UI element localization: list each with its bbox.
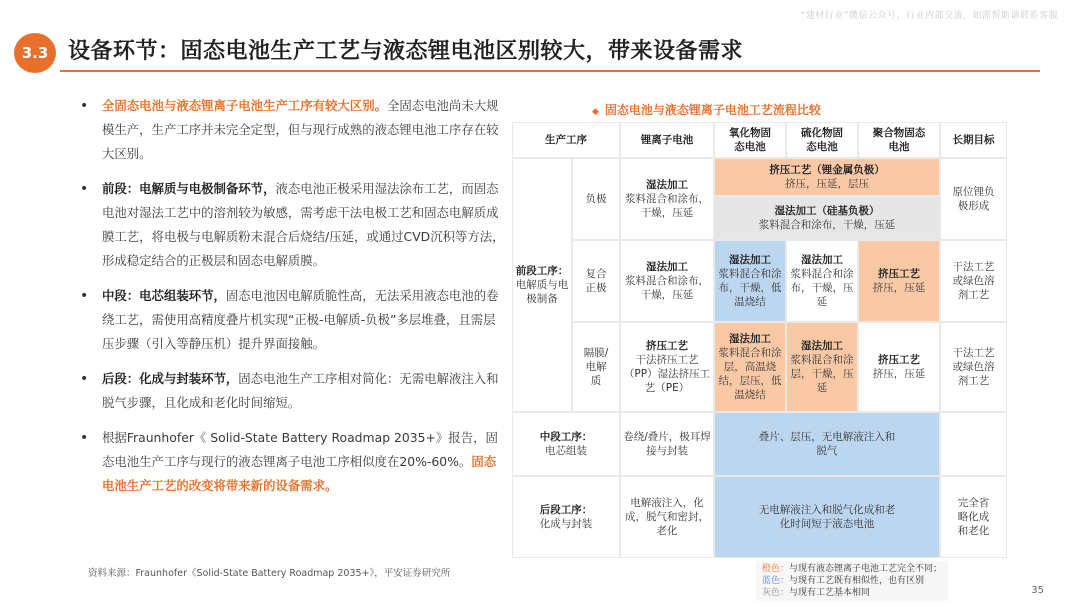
front-stage-sub: 电解质与电极制备: [515, 279, 569, 305]
back-stage-title: 后段工序：: [539, 504, 593, 516]
cell-title: 湿法加工（硅基负极）: [774, 205, 880, 217]
cell-body: 浆料混合和涂层，高温烧结，层压，低温烧结: [718, 347, 782, 401]
bullet-list: [76, 94, 506, 509]
cell-body: 挤压，压延，层压: [785, 178, 869, 190]
cathode-li-cell: [620, 240, 714, 322]
bullet-lead: 后段：化成与封装环节，: [102, 371, 239, 386]
header-cell: 硫化物固态电池: [786, 122, 858, 158]
cell-title: 挤压工艺（锂金属负极）: [769, 164, 885, 176]
legend-text: 与现有工艺既有相似性，也有区别: [789, 576, 925, 586]
bullet-lead: 前段：电解质与电极制备环节，: [102, 181, 276, 196]
bullet-item: [76, 94, 506, 166]
legend-item: [762, 587, 942, 599]
back-stage-label: [512, 476, 620, 558]
bullet-item: [76, 367, 506, 415]
separator-goal-cell: 干法工艺或绿色溶剂工艺: [940, 322, 1007, 412]
header-cell: 生产工序: [512, 122, 620, 158]
cell-body: 挤压，压延: [872, 282, 926, 294]
row-label-separator: 隔膜/电解质: [572, 322, 620, 412]
bullet-text: 全固态电池尚未大规模生产，生产工序并未完全定型，但与现行成熟的液态锂电池工序存在较大区别。: [102, 98, 499, 161]
cell-title: 湿法加工: [729, 254, 771, 266]
front-stage-title: 前段工序：: [515, 265, 569, 277]
legend-item: [762, 563, 942, 575]
cell-body: 浆料混合和涂布，干燥，低温烧结: [718, 268, 782, 308]
header-cell: 聚合物固态电池: [858, 122, 940, 158]
bullet-highlight: 固态电池生产工艺的改变将带来新的设备需求。: [102, 454, 497, 493]
legend-text: 与现有液态锂离子电池工艺完全不同；: [789, 564, 943, 574]
cell-body: 挤压，压延: [872, 368, 926, 380]
separator-oxide-cell: [714, 322, 786, 412]
bullet-item: [76, 284, 506, 356]
cell-title: 湿法加工: [646, 179, 688, 191]
cell-title: 挤压工艺: [878, 354, 920, 366]
legend-key: 橙色：: [762, 564, 790, 574]
color-legend: [756, 561, 948, 601]
cell-body: 浆料混合和涂布，干燥，压延: [625, 193, 709, 219]
bullet-text: 固态电池因电解质脆性高，无法采用液态电池的卷绕工艺，需使用高精度叠片机实现“正极-电解质-负极”多层堆叠，且需层压步骤（引入等静压机）提升界面接触。: [102, 288, 499, 351]
front-stage-label: [512, 158, 572, 412]
separator-polymer-cell: [858, 322, 940, 412]
watermark: “建材行业”微信公众号，行业内部交流，如需帮助请联系客服: [800, 11, 1058, 21]
back-solid-state-cell: 无电解液注入和脱气化成和老化时间短于液态电池: [714, 476, 940, 558]
mid-goal-cell: [940, 412, 1007, 476]
process-comparison-table: [512, 122, 1007, 558]
bullet-text: 根据Fraunhofer《 Solid-State Battery Roadmap 2035+》报告，固态电池生产工序与现行的液态锂离子电池工序相似度在20%-60%。: [102, 430, 498, 469]
anode-li-cell: [620, 158, 714, 240]
source-note: 资料来源：Fraunhofer《Solid-State Battery Roadmap 2035+》，平安证券研究所: [88, 568, 451, 579]
cell-body: 干法挤压工艺（PP）湿法挤压工艺（PE）: [623, 354, 711, 394]
row-label-anode: 负极: [572, 158, 620, 240]
back-li-cell: 电解液注入，化成，脱气和密封，老化: [620, 476, 714, 558]
separator-li-cell: [620, 322, 714, 412]
cell-title: 湿法加工: [801, 340, 843, 352]
cell-body: 浆料混合和涂布，干燥，压延: [625, 275, 709, 301]
cell-title: 挤压工艺: [646, 340, 688, 352]
section-number-badge: 3.3: [14, 33, 56, 73]
bullet-lead: 全固态电池与液态锂离子电池生产工序有较大区别。: [102, 98, 387, 113]
legend-key: 蓝色：: [762, 576, 790, 586]
legend-item: [762, 575, 942, 587]
bullet-text: 固态电池生产工序相对简化：无需电解液注入和脱气步骤，且化成和老化时间缩短。: [102, 371, 499, 410]
mid-stage-label: [512, 412, 620, 476]
cathode-oxide-cell: [714, 240, 786, 322]
legend-key: 灰色：: [762, 588, 790, 598]
mid-li-cell: 卷绕/叠片，极耳焊接与封装: [620, 412, 714, 476]
anode-wet-cell: [714, 196, 940, 240]
cell-title: 挤压工艺: [878, 268, 920, 280]
cell-body: 浆料混合和涂层，干燥，压延: [790, 354, 854, 394]
anode-extrusion-cell: [714, 158, 940, 196]
mid-solid-state-cell: 叠片、层压，无电解液注入和脱气: [714, 412, 940, 476]
header-cell: 锂离子电池: [620, 122, 714, 158]
cathode-sulfide-cell: [786, 240, 858, 322]
table-title: [592, 101, 821, 118]
row-label-cathode: 复合正极: [572, 240, 620, 322]
page-number: 35: [1031, 585, 1044, 596]
bullet-item: [76, 177, 506, 273]
cell-title: 湿法加工: [729, 333, 771, 345]
mid-stage-title: 中段工序：: [539, 431, 593, 443]
cell-body: 浆料混合和涂布，干燥，压延: [758, 219, 896, 231]
back-stage-sub: 化成与封装: [539, 518, 593, 530]
cell-title: 湿法加工: [801, 254, 843, 266]
bullet-text: 液态电池正极采用湿法涂布工艺，而固态电池对湿法工艺中的溶剂较为敏感，需考虑干法电极工艺和固态电解质成膜工艺，将电极与电解质粉末混合后烧结/压延，或通过CVD沉积等方法，形成稳定结合的正极层和固态电解质膜。: [102, 181, 505, 268]
diamond-icon: ◆: [592, 107, 599, 117]
header-cell: 氧化物固态电池: [714, 122, 786, 158]
cathode-goal-cell: 干法工艺或绿色溶剂工艺: [940, 240, 1007, 322]
table-title-text: 固态电池与液态锂离子电池工艺流程比较: [604, 103, 821, 117]
cell-body: 浆料混合和涂布，干燥，压延: [790, 268, 854, 308]
bullet-lead: 中段：电芯组装环节，: [102, 288, 226, 303]
back-goal-cell: 完全省略化成和老化: [940, 476, 1007, 558]
slide-title: 设备环节：固态电池生产工艺与液态锂电池区别较大，带来设备需求: [68, 39, 744, 64]
title-divider: [60, 70, 1040, 72]
header-cell: 长期目标: [940, 122, 1007, 158]
legend-text: 与现有工艺基本相同: [789, 588, 871, 598]
anode-goal-cell: 原位锂负极形成: [940, 158, 1007, 240]
bullet-item: [76, 426, 506, 498]
cathode-polymer-cell: [858, 240, 940, 322]
mid-stage-sub: 电芯组装: [545, 445, 587, 457]
separator-sulfide-cell: [786, 322, 858, 412]
cell-title: 湿法加工: [646, 261, 688, 273]
